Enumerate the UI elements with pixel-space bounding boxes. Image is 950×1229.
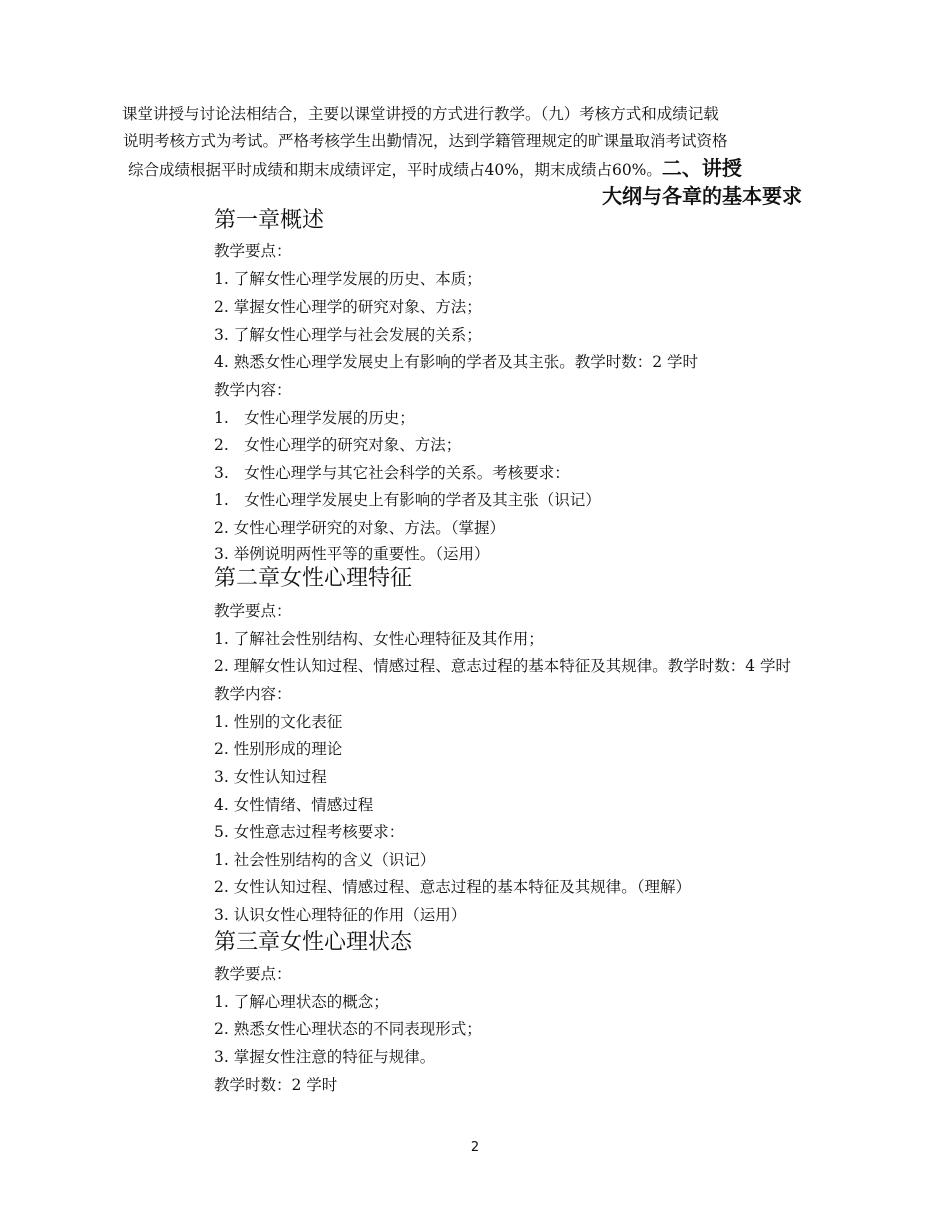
section-heading-start: 二、讲授 <box>661 156 742 180</box>
intro-line-3 <box>128 156 742 183</box>
chapter-1-title: 第一章概述 <box>214 208 325 233</box>
page-number: 2 <box>470 1140 480 1155</box>
chapter-2-line: 1. 社会性别结构的含义（识记） <box>214 851 436 869</box>
intro-line-2: 说明考核方式为考试。严格考核学生出勤情况，达到学籍管理规定的旷课量取消考试资格 <box>123 132 728 150</box>
chapter-2-line: 教学内容： <box>214 685 292 703</box>
chapter-2-line: 2. 女性认知过程、情感过程、意志过程的基本特征及其规律。（理解） <box>214 878 691 896</box>
section-heading-tail: 大纲与各章的基本要求 <box>602 184 802 208</box>
chapter-3-line: 2. 熟悉女性心理状态的不同表现形式； <box>214 1020 482 1038</box>
chapter-1-line: 教学内容： <box>214 381 292 399</box>
chapter-2-line: 3. 女性认知过程 <box>214 768 327 786</box>
chapter-2-line: 1. 性别的文化表征 <box>214 713 343 731</box>
chapter-2-line: 2. 理解女性认知过程、情感过程、意志过程的基本特征及其规律。教学时数：4 学时 <box>214 657 792 675</box>
chapter-3-line: 教学时数：2 学时 <box>214 1076 338 1094</box>
chapter-2-title: 第二章女性心理特征 <box>214 566 413 591</box>
chapter-3-line: 教学要点： <box>214 965 292 983</box>
chapter-2-line: 教学要点： <box>214 602 292 620</box>
chapter-1-line: 2. 女性心理学的研究对象、方法； <box>214 436 462 454</box>
chapter-1-line: 教学要点： <box>214 242 292 260</box>
chapter-1-line: 4. 熟悉女性心理学发展史上有影响的学者及其主张。教学时数：2 学时 <box>214 353 699 371</box>
chapter-2-line: 4. 女性情绪、情感过程 <box>214 796 374 814</box>
chapter-1-line: 3. 举例说明两性平等的重要性。（运用） <box>214 545 490 563</box>
chapter-1-line: 2. 掌握女性心理学的研究对象、方法； <box>214 298 482 316</box>
chapter-1-line: 3. 了解女性心理学与社会发展的关系； <box>214 326 482 344</box>
chapter-1-line: 1. 女性心理学发展的历史； <box>214 409 415 427</box>
chapter-2-line: 2. 性别形成的理论 <box>214 740 343 758</box>
chapter-3-line: 1. 了解心理状态的概念； <box>214 993 389 1011</box>
intro-line-3-text: 综合成绩根据平时成绩和期末成绩评定，平时成绩占40%，期末成绩占60%。 <box>128 161 662 179</box>
chapter-3-line: 3. 掌握女性注意的特征与规律。 <box>214 1048 436 1066</box>
chapter-1-line: 2. 女性心理学研究的对象、方法。（掌握） <box>214 519 505 537</box>
chapter-1-line: 1. 女性心理学发展史上有影响的学者及其主张（识记） <box>214 491 601 509</box>
chapter-2-line: 1. 了解社会性别结构、女性心理特征及其作用； <box>214 630 544 648</box>
chapter-1-line: 1. 了解女性心理学发展的历史、本质； <box>214 270 482 288</box>
chapter-2-line: 5. 女性意志过程考核要求： <box>214 823 405 841</box>
chapter-1-line: 3. 女性心理学与其它社会科学的关系。考核要求： <box>214 464 570 482</box>
intro-line-1: 课堂讲授与讨论法相结合，主要以课堂讲授的方式进行教学。（九）考核方式和成绩记载 <box>122 105 719 123</box>
chapter-3-title: 第三章女性心理状态 <box>214 930 413 955</box>
chapter-2-line: 3. 认识女性心理特征的作用（运用） <box>214 906 467 924</box>
